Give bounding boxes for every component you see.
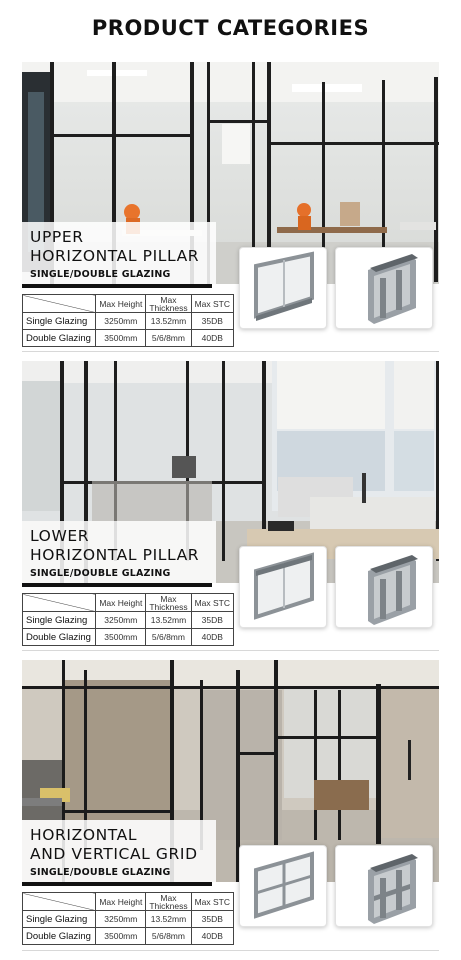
caption-underline [22, 882, 212, 886]
category-lower-horizontal-pillar [22, 361, 439, 651]
category-subtitle: SINGLE/DOUBLE GLAZING [30, 269, 171, 280]
section-divider [22, 650, 439, 651]
frame-profile-thumbnail [239, 845, 327, 927]
col-max-thickness: Max Thickness [146, 594, 191, 612]
profile-section-thumbnail [335, 845, 433, 927]
section-divider [22, 950, 439, 951]
category-title-line-2: HORIZONTAL PILLAR [30, 247, 200, 265]
table-corner-cell [23, 594, 96, 612]
category-title-line-1: LOWER [30, 527, 90, 545]
col-max-thickness: Max Thickness [146, 295, 191, 313]
col-max-stc: Max STC [191, 594, 233, 612]
profile-section-thumbnail [335, 247, 433, 329]
col-max-thickness: Max Thickness [146, 893, 191, 911]
table-row: Single Glazing 3250mm 13.52mm 35DB [23, 612, 234, 629]
category-title-line-2: HORIZONTAL PILLAR [30, 546, 200, 564]
category-subtitle: SINGLE/DOUBLE GLAZING [30, 867, 171, 878]
table-corner-cell [23, 295, 96, 313]
col-max-height: Max Height [96, 893, 146, 911]
category-upper-horizontal-pillar [22, 62, 439, 352]
category-caption [22, 222, 216, 288]
category-caption [22, 521, 216, 587]
caption-underline [22, 284, 212, 288]
table-row: Single Glazing 3250mm 13.52mm 35DB [23, 911, 234, 928]
spec-table [22, 593, 234, 646]
frame-profile-thumbnail [239, 247, 327, 329]
frame-profile-thumbnail [239, 546, 327, 628]
page-title: PRODUCT CATEGORIES [91, 16, 370, 40]
col-max-height: Max Height [96, 295, 146, 313]
table-row: Double Glazing 3500mm 5/6/8mm 40DB [23, 629, 234, 646]
table-row: Double Glazing 3500mm 5/6/8mm 40DB [23, 928, 234, 945]
caption-underline [22, 583, 212, 587]
table-corner-cell [23, 893, 96, 911]
category-horizontal-vertical-grid [22, 660, 439, 950]
section-divider [22, 351, 439, 352]
col-max-stc: Max STC [191, 893, 233, 911]
category-caption [22, 820, 216, 886]
table-row: Single Glazing 3250mm 13.52mm 35DB [23, 313, 234, 330]
profile-section-thumbnail [335, 546, 433, 628]
col-max-stc: Max STC [191, 295, 233, 313]
spec-table [22, 892, 234, 945]
col-max-height: Max Height [96, 594, 146, 612]
spec-table [22, 294, 234, 347]
category-title-line-1: HORIZONTAL [30, 826, 138, 844]
category-title-line-2: AND VERTICAL GRID [30, 845, 198, 863]
category-subtitle: SINGLE/DOUBLE GLAZING [30, 568, 171, 579]
category-title-line-1: UPPER [30, 228, 84, 246]
table-row: Double Glazing 3500mm 5/6/8mm 40DB [23, 330, 234, 347]
